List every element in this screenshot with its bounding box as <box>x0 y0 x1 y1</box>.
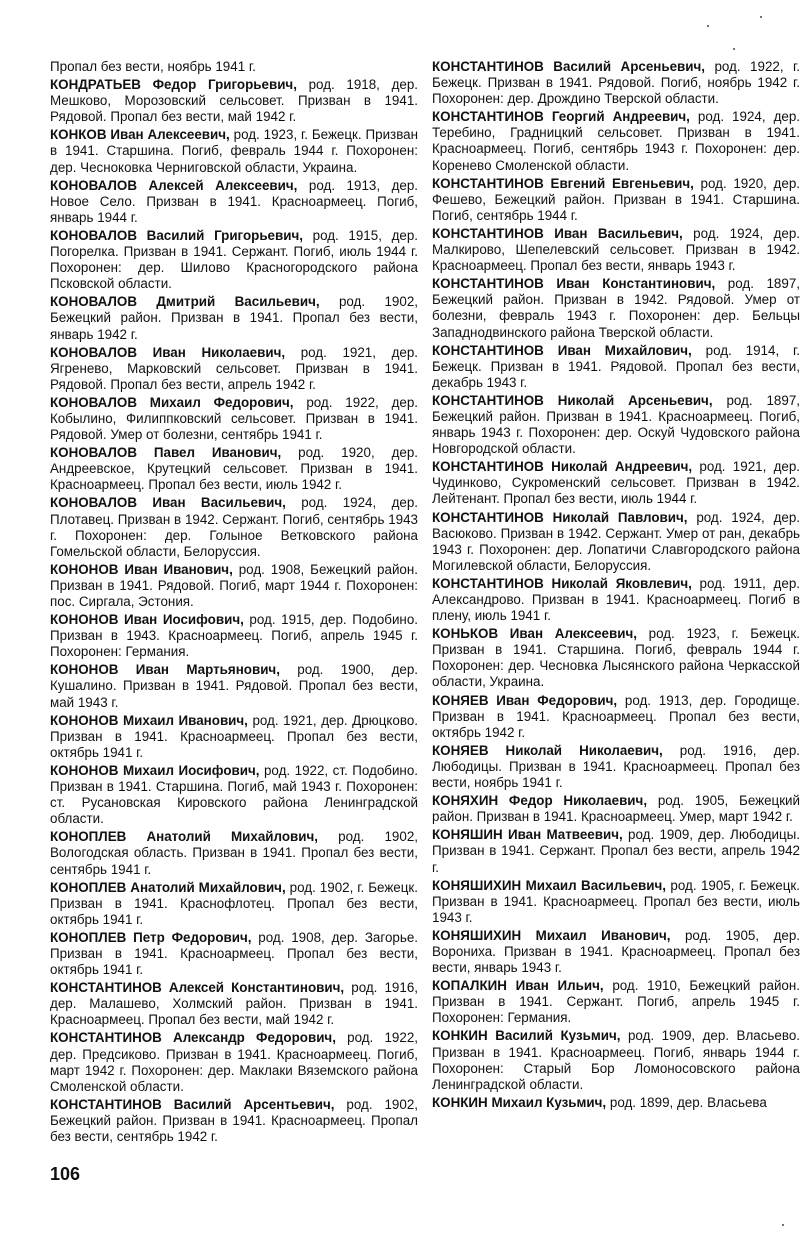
record-entry <box>50 77 418 125</box>
record-details: род. 1916, дер. Малашево, Холмский район. Призван в 1941. Красноармеец. Пропал без вести, май 1942 г. <box>50 980 418 1028</box>
record-name: КОНОВАЛОВ Алексей Алексеевич, <box>50 177 298 193</box>
record-entry <box>432 626 800 690</box>
record-name: КОНОВАЛОВ Иван Васильевич, <box>50 495 286 511</box>
record-name: КОНСТАНТИНОВ Алексей Константинович, <box>50 980 345 996</box>
record-name: КОНЯШИН Иван Матвеевич, <box>432 827 623 843</box>
record-name: КОНЯШИХИН Михаил Васильевич, <box>432 877 666 893</box>
record-entry <box>432 176 800 224</box>
record-details: род. 1897, Бежецкий район. Призван в 1941. Красноармеец. Погиб, январь 1943 г. Похоронен: дер. Оскуй Чудовского района Новгородской области. <box>432 392 800 457</box>
record-details: род. 1920, дер. Андреевское, Крутецкий сельсовет. Призван в 1941. Красноармеец. Пропал без вести, июль 1942 г. <box>50 445 419 493</box>
record-entry <box>432 393 800 457</box>
record-entry <box>50 228 418 292</box>
record-name: КОНСТАНТИНОВ Александр Федорович, <box>50 1030 336 1046</box>
record-name: КОНСТАНТИНОВ Евгений Евгеньевич, <box>432 175 694 191</box>
record-name: КОНОВАЛОВ Павел Иванович, <box>50 445 282 461</box>
record-details: род. 1924, дер. Малкирово, Шепелевский сельсовет. Призван в 1942. Красноармеец. Пропал без вести, январь 1943 г. <box>432 225 800 274</box>
record-entry <box>50 662 418 710</box>
record-entry <box>50 829 418 877</box>
record-entry <box>432 827 800 875</box>
record-entry <box>432 978 800 1026</box>
left-column <box>50 59 418 1147</box>
record-entry <box>432 226 800 274</box>
record-details: род. 1913, дер. Новое Село. Призван в 1941. Красноармеец. Погиб, январь 1944 г. <box>50 177 418 225</box>
record-name: КОНОВАЛОВ Иван Николаевич, <box>50 344 286 360</box>
record-entry <box>432 276 800 340</box>
record-details: род. 1897, Бежецкий район. Призван в 1942. Рядовой. Умер от болезни, февраль 1943 г. Похоронен: дер. Бельцы Западнодвинского района Тверской области. <box>432 276 800 340</box>
record-details: род. 1921, дер. Дрюцково. Призван в 1941. Красноармеец. Пропал без вести, октябрь 1941 г. <box>50 712 418 760</box>
record-name: КОНСТАНТИНОВ Георгий Андреевич, <box>432 109 690 125</box>
record-name: КОНСТАНТИНОВ Иван Михайлович, <box>432 342 692 358</box>
record-entry <box>50 495 418 559</box>
record-details: род. 1905, дер. Ворониха. Призван в 1941. Красноармеец. Пропал без вести, январь 1943 г. <box>432 927 800 976</box>
record-entry <box>50 980 418 1028</box>
record-name: КОНОПЛЕВ Анатолий Михайлович, <box>50 879 286 895</box>
print-speck <box>782 1224 784 1226</box>
record-name: КОНОНОВ Михаил Иванович, <box>50 712 248 728</box>
record-entry <box>50 294 418 342</box>
record-details: род. 1924, дер. Васюково. Призван в 1942. Сержант. Умер от ран, декабрь 1943 г. Похоронен: дер. Лопатичи Славгородского района Могилевской области, Белоруссия. <box>432 509 800 573</box>
print-speck <box>707 25 709 27</box>
record-details: род. 1913, дер. Городище. Призван в 1941. Красноармеец. Пропал без вести, октябрь 1942 г. <box>432 692 800 740</box>
record-entry <box>432 343 800 391</box>
record-details: род. 1923, г. Бежецк. Призван в 1941. Старшина. Погиб, февраль 1944 г. Похоронен: дер. Чесноковка Черниговской области, Украина. <box>50 127 418 175</box>
record-name: КОНСТАНТИНОВ Иван Константинович, <box>432 276 716 292</box>
record-name: КОНОВАЛОВ Дмитрий Васильевич, <box>50 294 320 310</box>
record-details: род. 1922, ст. Подобино. Призван в 1941. Старшина. Погиб, май 1943 г. Похоронен: ст. Русановская Кировского района Ленинградской области. <box>50 762 418 827</box>
record-details: род. 1905, Бежецкий район. Призван в 1941. Красноармеец. Умер, март 1942 г. <box>432 793 800 825</box>
record-entry <box>432 878 800 926</box>
record-details: род. 1921, дер. Ягренево, Марковский сельсовет. Призван в 1941. Рядовой. Пропал без вести, апрель 1942 г. <box>50 344 419 392</box>
record-details: род. 1922, дер. Предсиково. Призван в 1941. Красноармеец. Погиб, март 1942 г. Похоронен: дер. Маклаки Вяземского района Смоленской области. <box>50 1030 418 1094</box>
record-details: род. 1918, дер. Мешково, Морозовский сельсовет. Призван в 1941. Рядовой. Пропал без вести, май 1942 г. <box>50 77 418 125</box>
record-name: КОНСТАНТИНОВ Николай Арсеньевич, <box>432 392 713 408</box>
record-entry <box>50 345 418 393</box>
record-name: КОНОВАЛОВ Василий Григорьевич, <box>50 227 303 243</box>
record-details: род. 1910, Бежецкий район. Призван в 1941. Сержант. Погиб, апрель 1945 г. Похоронен: Германия. <box>432 978 800 1026</box>
record-details: род. 1909, дер. Власьево. Призван в 1941. Красноармеец. Погиб, январь 1944 г. Похоронен: Старый Бор Ломоносовского района Ленинградской области. <box>432 1028 800 1092</box>
record-entry <box>50 395 418 443</box>
record-details: род. 1923, г. Бежецк. Призван в 1941. Старшина. Погиб, февраль 1944 г. Похоронен: дер. Чесновка Лысянского района Черкасской области, Украина. <box>432 626 800 690</box>
record-entry <box>50 612 418 660</box>
record-name: КОНСТАНТИНОВ Николай Яковлевич, <box>432 575 692 591</box>
record-details: род. 1908, Бежецкий район. Призван в 1941. Рядовой. Погиб, март 1944 г. Похоронен: пос. Сиргала, Эстония. <box>50 561 418 609</box>
record-entry <box>432 693 800 741</box>
record-details: род. 1902, г. Бежецк. Призван в 1941. Краснофлотец. Пропал без вести, октябрь 1941 г. <box>50 879 418 927</box>
record-details: род. 1905, г. Бежецк. Призван в 1941. Красноармеец. Пропал без вести, июль 1943 г. <box>432 877 800 925</box>
record-name: КОНСТАНТИНОВ Николай Андреевич, <box>432 459 693 475</box>
record-entry <box>432 59 800 107</box>
record-entry <box>50 178 418 226</box>
record-name: КОНЯЕВ Иван Федорович, <box>432 692 618 708</box>
print-speck <box>733 48 735 50</box>
record-details: род. 1902, Бежецкий район. Призван в 1941. Пропал без вести, январь 1942 г. <box>50 294 418 342</box>
record-details: род. 1922, г. Бежецк. Призван в 1941. Рядовой. Погиб, ноябрь 1942 г. Похоронен: дер. Дрождино Тверской области. <box>432 59 800 107</box>
record-entry <box>50 713 418 761</box>
record-name: КОНЯШИХИН Михаил Иванович, <box>432 927 671 943</box>
record-details: род. 1924, дер. Теребино, Градницкий сельсовет. Призван в 1941. Красноармеец. Погиб, сентябрь 1943 г. Похоронен: дер. Кореневo Смоленской области. <box>432 109 800 173</box>
record-name: КОНОПЛЕВ Петр Федорович, <box>50 929 252 945</box>
record-details: род. 1900, дер. Кушалино. Призван в 1941. Рядовой. Пропал без вести, май 1943 г. <box>50 662 419 710</box>
record-name: КОНСТАНТИНОВ Василий Арсентьевич, <box>50 1096 335 1112</box>
record-details: род. 1908, дер. Загорье. Призван в 1941. Красноармеец. Пропал без вести, октябрь 1941 г. <box>50 929 418 978</box>
record-details: род. 1915, дер. Подобино. Призван в 1943. Красноармеец. Погиб, апрель 1945 г. Похоронен: Германия. <box>50 612 418 660</box>
record-name: КОПАЛКИН Иван Ильич, <box>432 978 604 994</box>
record-entry <box>50 59 418 75</box>
record-details: род. 1902, Вологодская область. Призван в 1941. Пропал без вести, сентябрь 1941 г. <box>50 829 418 877</box>
record-name: КОНОНОВ Михаил Иосифович, <box>50 762 260 778</box>
record-details: род. 1916, дер. Любодицы. Призван в 1941. Красноармеец. Пропал без вести, ноябрь 1941 г. <box>432 742 800 791</box>
record-entry <box>50 1097 418 1145</box>
record-name: КОНКИН Михаил Кузьмич, <box>432 1094 607 1110</box>
record-name: КОНЯЕВ Николай Николаевич, <box>432 742 663 758</box>
record-entry <box>432 576 800 624</box>
record-name: КОНОВАЛОВ Михаил Федорович, <box>50 394 294 410</box>
record-name: КОНСТАНТИНОВ Василий Арсеньевич, <box>432 59 705 74</box>
right-column <box>432 59 800 1113</box>
record-entry <box>432 109 800 173</box>
record-details: род. 1915, дер. Погорелка. Призван в 1941. Сержант. Погиб, июль 1944 г. Похоронен: дер. Шилово Красногородского района Псковской области. <box>50 227 419 292</box>
record-details: род. 1914, г. Бежецк. Призван в 1941. Рядовой. Пропал без вести, декабрь 1943 г. <box>432 342 800 390</box>
record-name: КОНДРАТЬЕВ Федор Григорьевич, <box>50 77 297 93</box>
record-entry <box>432 743 800 791</box>
record-entry <box>50 127 418 175</box>
print-speck <box>760 16 762 18</box>
record-name: КОНЬКОВ Иван Алексеевич, <box>432 626 637 642</box>
record-name: КОНКОВ Иван Алексеевич, <box>50 127 230 143</box>
record-entry <box>50 562 418 610</box>
record-entry <box>432 1095 800 1111</box>
record-entry <box>50 763 418 827</box>
record-details: род. 1909, дер. Любодицы. Призван в 1941. Сержант. Пропал без вести, апрель 1942 г. <box>432 827 800 875</box>
record-entry <box>50 930 418 978</box>
record-entry <box>50 445 418 493</box>
record-entry <box>432 793 800 825</box>
record-name: КОНКИН Василий Кузьмич, <box>432 1028 621 1044</box>
record-name: КОНОНОВ Иван Иванович, <box>50 561 233 577</box>
record-name: КОНОПЛЕВ Анатолий Михайлович, <box>50 829 319 845</box>
record-name: КОНОНОВ Иван Иосифович, <box>50 612 244 628</box>
record-entry <box>50 880 418 928</box>
record-entry <box>432 1028 800 1092</box>
record-details: род. 1911, дер. Александрово. Призван в 1941. Красноармеец. Погиб в плену, июль 1941 г. <box>432 575 800 624</box>
record-details: род. 1922, дер. Кобылино, Филиппковский сельсовет. Призван в 1941. Рядовой. Умер от болезни, сентябрь 1941 г. <box>50 394 419 443</box>
record-details: род. 1899, дер. Власьева <box>606 1094 767 1110</box>
record-entry <box>432 928 800 976</box>
record-entry <box>432 459 800 507</box>
record-details: род. 1920, дер. Фешево, Бежецкий район. Призван в 1941. Старшина. Погиб, сентябрь 1944 г. <box>432 175 800 223</box>
record-name: КОНСТАНТИНОВ Николай Павлович, <box>432 509 688 525</box>
record-details: род. 1921, дер. Чудинково, Сукроменский сельсовет. Призван в 1942. Лейтенант. Пропал без вести, июль 1944 г. <box>432 459 800 507</box>
record-name: КОНОНОВ Иван Мартьянович, <box>50 662 280 678</box>
record-details: род. 1924, дер. Плотавец. Призван в 1942. Сержант. Погиб, сентябрь 1943 г. Похоронен: дер. Голыное Ветковского района Гомельской области, Белоруссия. <box>50 495 418 559</box>
record-name: КОНЯХИН Федор Николаевич, <box>432 793 648 809</box>
record-entry <box>432 510 800 574</box>
record-entry <box>50 1030 418 1094</box>
record-details: Пропал без вести, ноябрь 1941 г. <box>50 59 256 74</box>
record-details: род. 1902, Бежецкий район. Призван в 1941. Красноармеец. Пропал без вести, сентябрь 1942 г. <box>50 1096 418 1144</box>
record-name: КОНСТАНТИНОВ Иван Васильевич, <box>432 225 683 241</box>
page-number: 106 <box>50 1164 81 1184</box>
